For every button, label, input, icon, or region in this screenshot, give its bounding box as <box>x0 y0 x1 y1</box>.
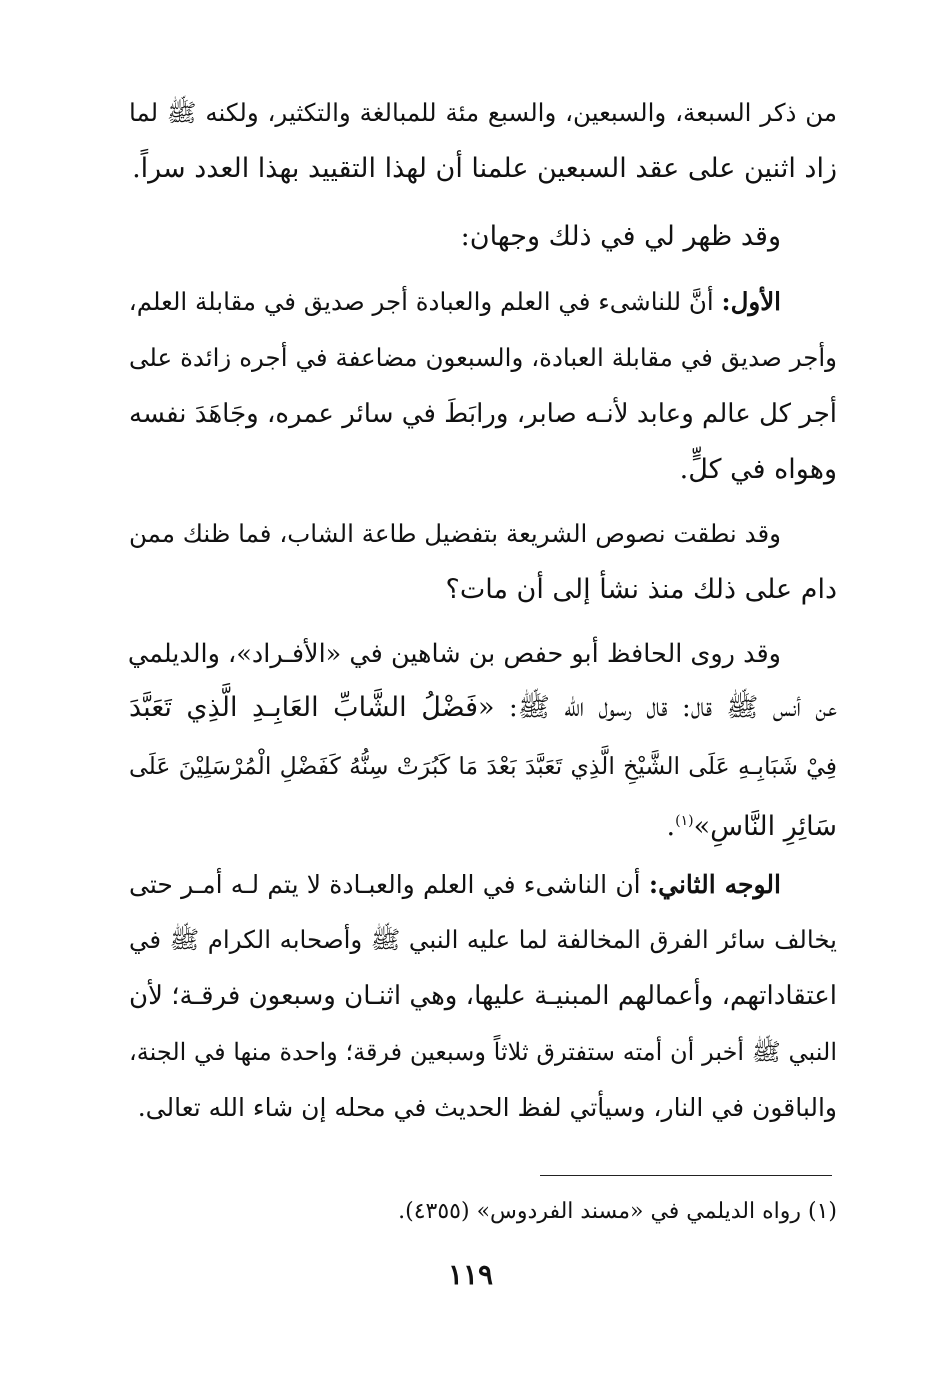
paragraph-5-line-4 <box>129 801 837 847</box>
paragraph-2-line-1: وقد ظهر لي في ذلك وجهان: <box>460 221 781 252</box>
paragraph-3-line-4: وهواه في كلٍّ. <box>679 454 837 485</box>
paragraph-1-line-1: من ذكر السبعة، والسبعين، والسبع مئة للمبالغة والتكثير، ولكنه ﷺ لما <box>129 98 837 127</box>
paragraph-6-line-1 <box>129 865 781 905</box>
page-number: ١١٩ <box>447 1258 494 1291</box>
paragraph-4-line-1: وقد نطقت نصوص الشريعة بتفضيل طاعة الشاب، فما ظنك ممن <box>129 519 781 548</box>
paragraph-3-line-3: أجر كل عالم وعابد لأنـه صابر، ورابَطَ في سائر عمره، وجَاهَدَ نفسه <box>129 399 837 429</box>
paragraph-6-line-1-text: أن الناشىء في العلم والعبـادة لا يتم لـه أمـر حتى <box>129 870 641 899</box>
paragraph-5-line-4-end: . <box>666 811 676 842</box>
paragraph-4-line-2: دام على ذلك منذ نشأ إلى أن مات؟ <box>445 574 837 605</box>
footnote-text: (١) رواه الديلمي في «مسند الفردوس» (٤٣٥٥). <box>398 1199 837 1224</box>
paragraph-3-line-1 <box>129 282 781 322</box>
paragraph-3-line-1-text: أنَّ للناشىء في العلم والعبادة أجر صديق في مقابلة العلم، <box>128 287 714 316</box>
hadith-text-end: سَائِرِ النَّاسِ» <box>693 811 837 842</box>
paragraph-5-line-1: وقد روى الحافظ أبو حفص بن شاهين في «الأفـراد»، والديلمي <box>127 639 781 669</box>
paragraph-5-line-2-text: عن أنس ﷺ قال: قال رسول الله ﷺ: <box>508 692 837 723</box>
paragraph-6-line-3: اعتقاداتهم، وأعمالهم المبنيـة عليها، وهي اثنـان وسبعون فرقـة؛ لأن <box>129 981 837 1011</box>
hadith-text-start: «فَضْلُ الشَّابِّ العَابِـدِ الَّذِي تَعَبَّدَ <box>129 692 495 723</box>
paragraph-6-line-2: يخالف سائر الفرق المخالفة لما عليه النبي ﷺ وأصحابه الكرام ﷺ في <box>129 925 837 954</box>
paragraph-1-line-2: زاد اثنين على عقد السبعين علمنا أن لهذا التقييد بهذا العدد سراً. <box>132 153 837 184</box>
paragraph-3-lead: الأول: <box>721 287 781 316</box>
paragraph-6-line-5: والباقون في النار، وسيأتي لفظ الحديث في محله إن شاء الله تعالى. <box>137 1093 837 1122</box>
footnote-marker[interactable]: (١) <box>675 813 694 829</box>
paragraph-6-line-4: النبي ﷺ أخبر أن أمته ستفترق ثلاثاً وسبعين فرقة؛ واحدة منها في الجنة، <box>129 1038 837 1066</box>
footnote-separator <box>540 1175 832 1176</box>
hadith-line-2: فِيْ شَبَابِـهِ عَلَى الشَّيْخِ الَّذِي تَعَبَّدَ بَعْدَ مَا كَبُرَتْ سِنُّهُ كَفَضْلِ الْمُرْسَلِيْنَ عَلَى <box>129 752 837 780</box>
paragraph-5-line-2 <box>129 688 837 728</box>
paragraph-6-lead: الوجه الثاني: <box>648 870 781 899</box>
paragraph-3-line-2: وأجر صديق في مقابلة العبادة، والسبعون مضاعفة في أجره زائدة على <box>129 343 837 372</box>
